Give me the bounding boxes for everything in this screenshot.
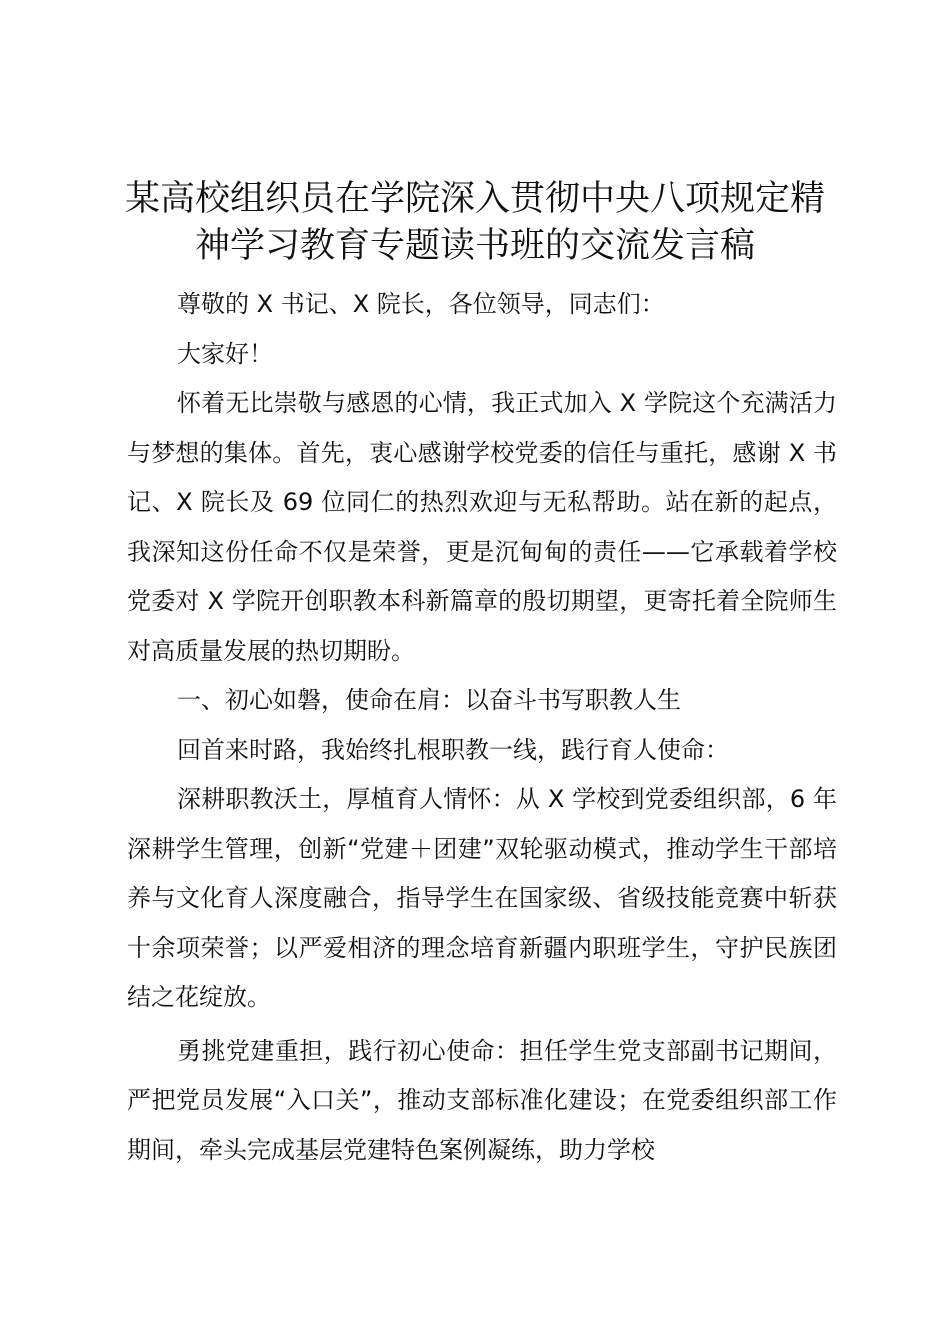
section-heading-1: 一、初心如磐，使命在肩：以奋斗书写职教人生 [177, 686, 681, 714]
greeting-paragraph: 大家好！ [177, 339, 273, 368]
title-line-2: 神学习教育专题读书班的交流发言稿 [194, 226, 755, 266]
body-paragraph-2: 勇挑党建重担，践行初心使命：担任学生党支部副书记期间，严把党员发展“入口关”，推动支部标准化建设；在党委组织部工作期间，牵头完成基层党建特色案例凝练，助力学校 [127, 1036, 837, 1164]
document-title [100, 176, 850, 270]
body-paragraph-1: 深耕职教沃土，厚植育人情怀：从 X 学校到党委组织部，6 年深耕学生管理，创新“党建＋团建”双轮驱动模式，推动学生干部培养与文化育人深度融合，指导学生在国家级、省级技能竞赛中斩获十余项荣誉；以严爱相济的理念培育新疆内职班学生，守护民族团结之花绽放。 [127, 785, 837, 1011]
title-line-1: 某高校组织员在学院深入贯彻中央八项规定精 [124, 179, 825, 219]
salutation-paragraph: 尊敬的 X 书记、X 院长，各位领导，同志们： [177, 290, 665, 318]
section-intro-paragraph: 回首来时路，我始终扎根职教一线，践行育人使命： [177, 735, 729, 764]
document-body [127, 280, 837, 1175]
intro-paragraph: 怀着无比崇敬与感恩的心情，我正式加入 X 学院这个充满活力与梦想的集体。首先，衷心感谢学校党委的信任与重托，感谢 X 书记、X 院长及 69 位同仁的热烈欢迎与无私帮助。站在新的起点，我深知这份任命不仅是荣誉，更是沉甸甸的责任——它承载着学校党委对 X 学院开创职教本科新篇章的殷切期望，更寄托着全院师生对高质量发展的热切期盼。 [127, 389, 837, 665]
